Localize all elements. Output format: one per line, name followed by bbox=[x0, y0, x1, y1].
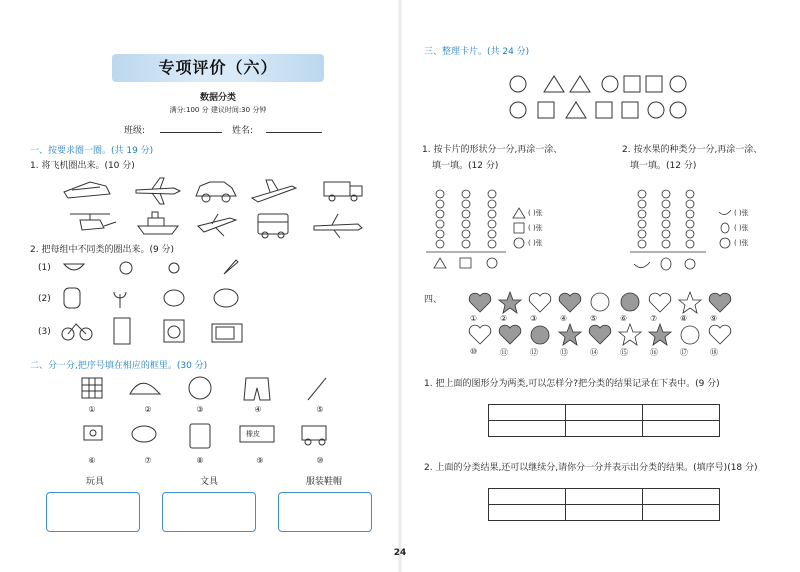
count-blank-banana[interactable]: ( )张 bbox=[734, 209, 749, 217]
answer-table-1[interactable] bbox=[488, 404, 720, 437]
ship-icon bbox=[138, 212, 178, 234]
circle-icon bbox=[621, 293, 639, 311]
shape-number: ⑦ bbox=[650, 314, 658, 323]
count-blank-circle[interactable]: ( )张 bbox=[528, 239, 543, 247]
answer-box-stationery[interactable] bbox=[162, 492, 256, 532]
table-cell[interactable] bbox=[489, 421, 566, 437]
question-4-1: 1. 把上面的图形分为两类,可以怎样分?把分类的结果记录在下表中。(9 分) bbox=[424, 379, 720, 389]
heart-icon bbox=[709, 325, 731, 344]
pear-icon bbox=[721, 223, 729, 233]
table-cell[interactable] bbox=[489, 505, 566, 521]
table-cell[interactable] bbox=[643, 405, 720, 421]
star-icon bbox=[649, 324, 671, 345]
shape-number: ⑩ bbox=[470, 347, 478, 356]
banana-icon bbox=[719, 210, 731, 215]
circle-card-icon bbox=[510, 102, 526, 118]
bicycle-icon bbox=[62, 324, 92, 340]
count-blank-triangle[interactable]: ( )张 bbox=[528, 209, 543, 217]
page-title: 专项评价（六） bbox=[158, 58, 278, 77]
flower-icon bbox=[114, 292, 126, 308]
heart-icon bbox=[499, 325, 521, 344]
question-3-2-line2: 填一填。(12 分) bbox=[630, 161, 697, 171]
vehicle-pictures bbox=[60, 172, 360, 238]
star-icon bbox=[619, 324, 641, 345]
circle-icon bbox=[681, 326, 699, 344]
jacket-icon bbox=[190, 424, 210, 448]
question-4-2: 2. 上面的分类结果,还可以继续分,请你分一分并表示出分类的结果。(填序号)(18 分) bbox=[424, 463, 758, 473]
shape-number: ⑮ bbox=[620, 348, 628, 357]
circle-card-icon bbox=[510, 76, 526, 92]
airplane-icon bbox=[252, 180, 296, 202]
count-blank-apple[interactable]: ( )张 bbox=[734, 239, 749, 247]
toy-truck-icon bbox=[302, 426, 326, 445]
question-1-2: 2. 把每组中不同类的圈出来。(9 分) bbox=[30, 245, 175, 255]
heart-icon bbox=[469, 325, 491, 344]
question-3-1-line2: 填一填。(12 分) bbox=[432, 161, 499, 171]
table-cell[interactable] bbox=[566, 489, 643, 505]
shape-number: ② bbox=[500, 314, 508, 323]
ball-icon bbox=[189, 377, 211, 399]
airplane-icon bbox=[314, 214, 362, 238]
star-icon bbox=[679, 292, 701, 313]
section-4-heading: 四、 bbox=[424, 295, 443, 305]
helicopter-icon bbox=[70, 214, 116, 230]
page-fold bbox=[398, 0, 402, 572]
pencil-icon bbox=[308, 378, 326, 400]
shape-number: ⑪ bbox=[500, 348, 508, 357]
item-number: ⑨ bbox=[256, 456, 264, 465]
triangle-card-icon bbox=[544, 76, 564, 92]
fruit-legend-icons bbox=[718, 206, 732, 250]
shape-number: ⑫ bbox=[530, 348, 538, 357]
microwave-icon bbox=[212, 324, 242, 342]
heart-icon bbox=[469, 293, 491, 312]
shape-number: ⑰ bbox=[680, 348, 688, 357]
shape-number: ④ bbox=[560, 314, 568, 323]
category-label-stationery: 文具 bbox=[200, 477, 219, 487]
shape-number: ⑧ bbox=[680, 314, 688, 323]
shape-number: ① bbox=[470, 314, 478, 323]
watermelon-icon bbox=[64, 264, 84, 270]
heart-icon bbox=[559, 293, 581, 312]
banana-icon bbox=[634, 262, 650, 268]
section-3-heading: 三、整理卡片。(共 24 分) bbox=[424, 47, 530, 57]
circle-card-icon bbox=[648, 102, 664, 118]
count-blank-square[interactable]: ( )张 bbox=[528, 224, 543, 232]
category-label-toys: 玩具 bbox=[86, 477, 105, 487]
answer-box-clothing[interactable] bbox=[278, 492, 372, 532]
item-number: ⑥ bbox=[88, 456, 96, 465]
cap-icon bbox=[130, 383, 160, 394]
shape-number: ⑨ bbox=[710, 314, 718, 323]
table-cell[interactable] bbox=[489, 405, 566, 421]
class-label: 班级: bbox=[124, 126, 146, 136]
shape-number: ⑭ bbox=[590, 348, 598, 357]
circle-icon bbox=[531, 326, 549, 344]
name-field[interactable] bbox=[266, 132, 322, 133]
class-field[interactable] bbox=[160, 132, 222, 133]
lion-icon bbox=[214, 289, 238, 307]
answer-box-toys[interactable] bbox=[46, 492, 140, 532]
row-label-3: (3) bbox=[38, 327, 51, 337]
circle-card-icon bbox=[670, 102, 686, 118]
item-number: ⑧ bbox=[196, 456, 204, 465]
item-number: ② bbox=[144, 405, 152, 414]
square-card-icon bbox=[538, 102, 554, 118]
shorts-icon bbox=[244, 378, 270, 400]
circle-card-icon bbox=[602, 76, 618, 92]
train-icon bbox=[64, 182, 110, 198]
square-card-icon bbox=[646, 76, 662, 92]
fruit-tally-chart[interactable] bbox=[630, 186, 706, 272]
items-to-classify bbox=[80, 374, 340, 462]
cards-grid bbox=[508, 72, 684, 124]
star-icon bbox=[559, 324, 581, 345]
category-label-clothing: 服装鞋帽 bbox=[306, 477, 343, 487]
car-icon bbox=[196, 182, 236, 202]
refrigerator-icon bbox=[114, 318, 130, 344]
square-card-icon bbox=[596, 102, 612, 118]
toy-bear-icon bbox=[132, 426, 156, 442]
cat-icon bbox=[64, 288, 80, 308]
bus-icon bbox=[258, 214, 288, 238]
table-cell[interactable] bbox=[643, 489, 720, 505]
pear-icon bbox=[661, 258, 671, 270]
shape-number: ③ bbox=[530, 314, 538, 323]
table-cell[interactable] bbox=[566, 405, 643, 421]
apple-icon bbox=[685, 259, 695, 269]
table-cell[interactable] bbox=[643, 421, 720, 437]
square-card-icon bbox=[622, 102, 638, 118]
odd-one-out-pictures bbox=[60, 254, 260, 348]
count-blank-pear[interactable]: ( )张 bbox=[734, 224, 749, 232]
triangle-icon bbox=[434, 258, 446, 268]
item-number: ⑩ bbox=[316, 456, 324, 465]
table-cell[interactable] bbox=[489, 489, 566, 505]
shape-number: ⑱ bbox=[710, 348, 718, 357]
circle-icon bbox=[514, 238, 524, 248]
triangle-icon bbox=[513, 208, 525, 218]
table-cell[interactable] bbox=[566, 505, 643, 521]
triangle-card-icon bbox=[566, 102, 586, 118]
question-1-1: 1. 将飞机圈出来。(10 分) bbox=[30, 161, 135, 171]
triangle-card-icon bbox=[570, 76, 590, 92]
item-number: ① bbox=[88, 405, 96, 414]
shape-legend-icons bbox=[512, 206, 526, 250]
table-cell[interactable] bbox=[643, 505, 720, 521]
dog-icon bbox=[164, 290, 184, 306]
subtitle: 数据分类 bbox=[199, 93, 236, 103]
item-number: ④ bbox=[254, 405, 262, 414]
pencil-sharpener-icon bbox=[84, 426, 102, 440]
square-icon bbox=[460, 258, 471, 268]
answer-table-2[interactable] bbox=[488, 488, 720, 521]
section-1-heading: 一、按要求圈一圈。(共 19 分) bbox=[30, 146, 154, 156]
star-icon bbox=[499, 292, 521, 313]
question-3-2-line1: 2. 按水果的种类分一分,再涂一涂、 bbox=[622, 145, 763, 155]
shape-number: ⑬ bbox=[560, 348, 568, 357]
shape-number: ⑥ bbox=[620, 314, 628, 323]
circle-card-icon bbox=[670, 76, 686, 92]
table-cell[interactable] bbox=[566, 421, 643, 437]
heart-icon bbox=[649, 293, 671, 312]
question-3-1-line1: 1. 按卡片的形状分一分,再涂一涂、 bbox=[422, 145, 563, 155]
apple-icon bbox=[720, 238, 730, 248]
item-number: ③ bbox=[196, 405, 204, 414]
row-label-1: (1) bbox=[38, 263, 51, 273]
square-card-icon bbox=[624, 76, 640, 92]
shape-number: ⑯ bbox=[650, 348, 658, 357]
airplane-icon bbox=[136, 178, 180, 204]
section-2-heading: 二、分一分,把序号填在相应的框里。(30 分) bbox=[30, 361, 208, 371]
row-label-2: (2) bbox=[38, 294, 51, 304]
apple-icon bbox=[169, 263, 179, 273]
heart-icon bbox=[589, 325, 611, 344]
carrot-icon bbox=[224, 260, 238, 274]
shape-number: ⑤ bbox=[590, 314, 598, 323]
shape-tally-chart[interactable] bbox=[426, 186, 506, 272]
shape-numbers-row-2 bbox=[470, 347, 740, 358]
circle-icon bbox=[591, 293, 609, 311]
heart-icon bbox=[529, 293, 551, 312]
eraser-label: 橡皮 bbox=[246, 430, 260, 438]
heart-icon bbox=[709, 293, 731, 312]
washing-machine-icon bbox=[164, 320, 184, 342]
square-icon bbox=[514, 223, 524, 233]
circle-icon bbox=[487, 258, 497, 268]
item-number: ⑦ bbox=[144, 456, 152, 465]
score-time-info: 满分:100 分 建议时间:30 分钟 bbox=[169, 106, 267, 114]
page-number: 24 bbox=[393, 548, 407, 558]
rubiks-cube-icon bbox=[82, 378, 102, 398]
shape-numbers-row-1 bbox=[470, 314, 740, 323]
name-label: 姓名: bbox=[232, 126, 254, 136]
truck-icon bbox=[324, 182, 362, 201]
strawberry-icon bbox=[120, 262, 132, 274]
airplane-icon bbox=[198, 214, 236, 236]
item-number: ⑤ bbox=[316, 405, 324, 414]
